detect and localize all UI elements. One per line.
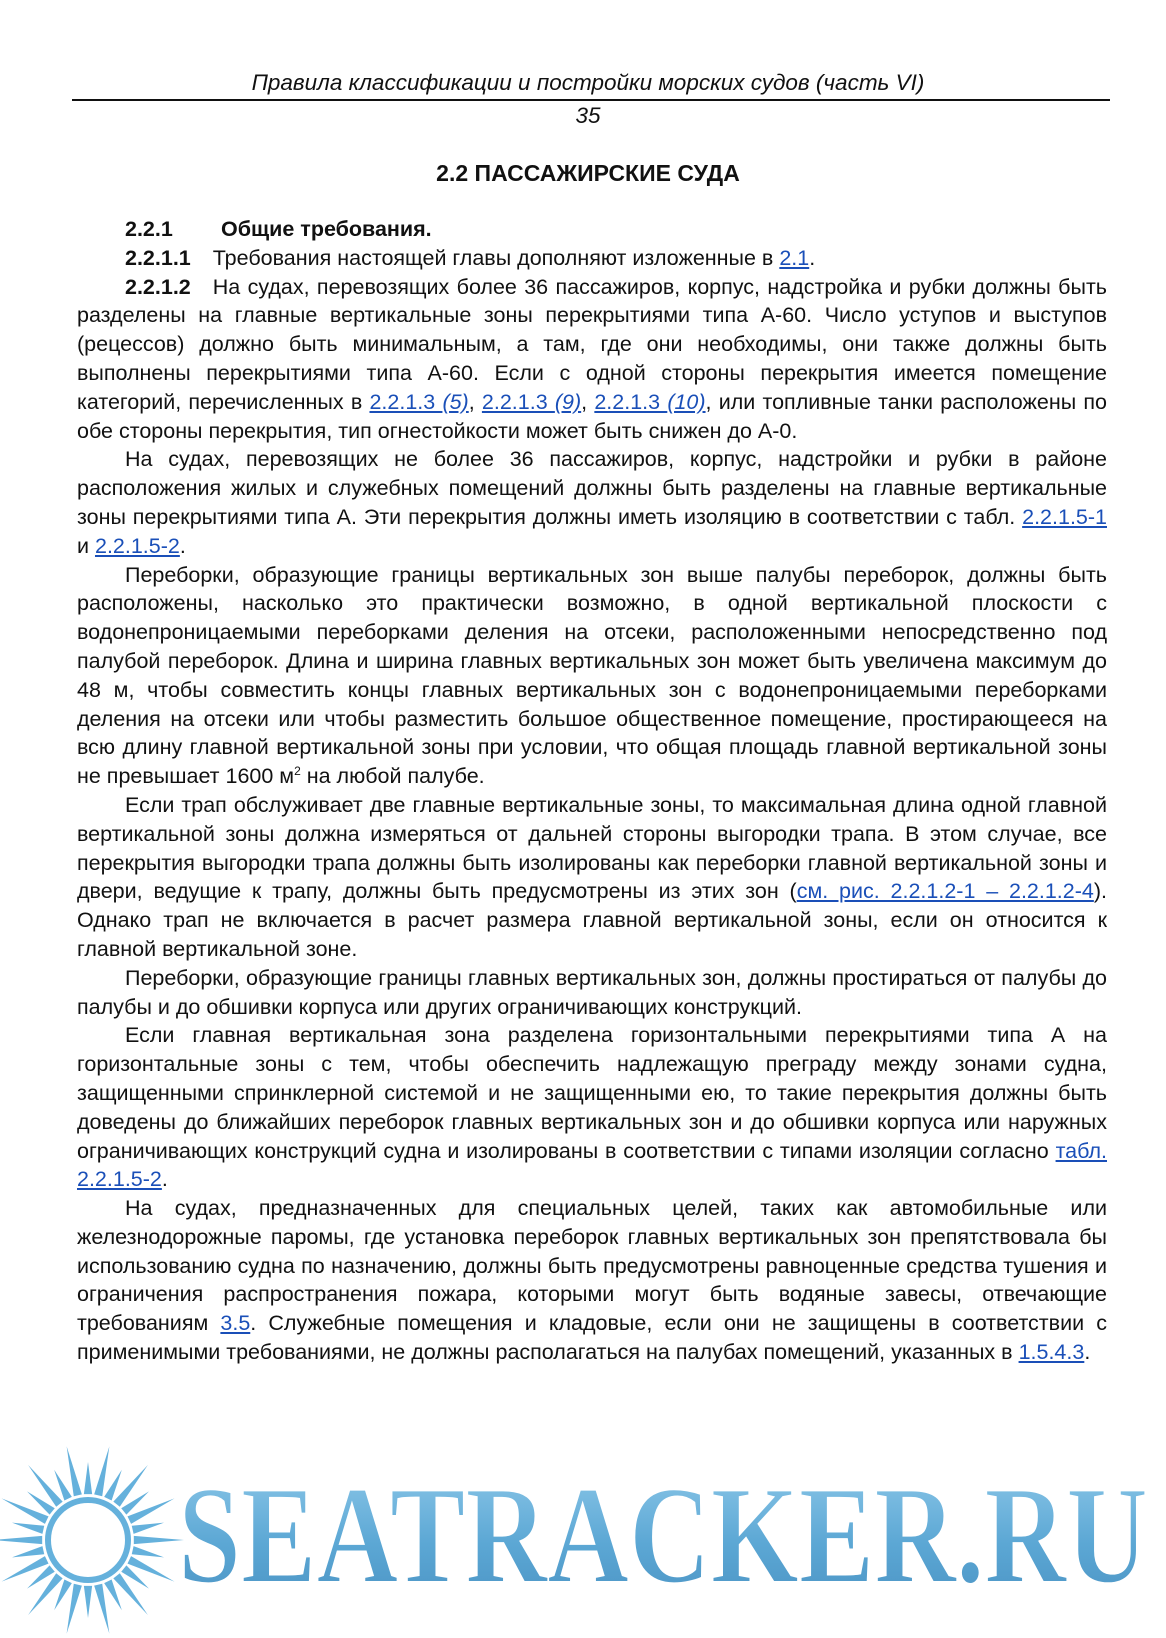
sun-ray [67, 1446, 82, 1496]
sun-ray [0, 1536, 42, 1544]
paragraph-text: Если трап обслуживает две главные вертикальные зоны, то максимальная длина одной главной вертикальной зоны должна измеряться от дальней стороны выгородки трапа. В этом случае, все перекрытия выгородки трапа должны быть изолированы как переборки главной вертикальной зоны и двери, ведущие к трапу, должны быть предусмотрены из этих зон ( [77, 792, 1107, 904]
link-2-2-1-3-9[interactable] [482, 390, 581, 414]
link-table-2-2-1-5-2[interactable]: 2.2.1.5-2 [94, 533, 180, 558]
paragraph-text: ). Однако трап не включается в расчет размера главной вертикальной зоны, если он относится к главной вертикальной зоне. [77, 879, 1107, 961]
paragraph-text: На судах, перевозящих более 36 пассажиров, корпус, надстройка и рубки должны быть разделены на главные вертикальные зоны перекрытиями типа А-60. Число уступов и выступов (рецессов) должно быть минимальным, а там, где они необходимы, они также должны быть выполнены перекрытиями типа А-60. Если с одной стороны перекрытия имеется помещение категорий, перечисленных в [77, 274, 1107, 414]
separator: , [468, 389, 482, 414]
link-2-2-1-3-5[interactable] [369, 390, 468, 414]
sun-ray [84, 1586, 92, 1618]
link-item: (9) [554, 389, 582, 414]
paragraph-text: На судах, перевозящих не более 36 пассажиров, корпус, надстройки и рубки в районе расположения жилых и служебных помещений должны быть разделены на главные вертикальные зоны перекрытиями типа А. Эти перекрытия должны иметь изоляцию в соответствии с табл. [77, 447, 1107, 529]
document-body [77, 215, 1107, 1367]
paragraph-text: Если главная вертикальная зона разделена горизонтальными перекрытиями типа А на горизонтальные зоны с тем, чтобы обеспечить надлежащую преграду между зонами судна, защищенными спринклерной системой и не защищенными ею, то такие перекрытия должны быть доведены до ближайших переборок главных вертикальных зон и до обшивки корпуса или наружных ограничивающих конструкций судна и изолированы в соответствии с типами изоляции согласно [77, 1023, 1107, 1163]
paragraph-text: Требования настоящей главы дополняют изложенные в [212, 245, 780, 270]
sun-ray [67, 1584, 82, 1634]
sun-ray [94, 1446, 109, 1496]
paragraph-number: 2.2.1.2 [125, 274, 191, 299]
sun-ray [132, 1546, 164, 1557]
superscript: 2 [294, 764, 301, 779]
paragraph-end: . [1084, 1340, 1091, 1365]
subsection-heading [77, 215, 1107, 244]
sun-ray [113, 1465, 148, 1507]
subsection-number: 2.2.1 [125, 217, 173, 241]
paragraph-text: . Служебные помещения и кладовые, если они не защищены в соответствии с применимыми требованиями, не должны располагаться на палубах помещений, указанных в [77, 1311, 1107, 1365]
link-table-2-2-1-5-1[interactable]: 2.2.1.5-1 [1022, 504, 1107, 529]
section-title: 2.2 ПАССАЖИРСКИЕ СУДА [436, 160, 740, 186]
sun-icon [0, 1446, 184, 1633]
link-1-5-4-3[interactable]: 1.5.4.3 [1018, 1340, 1085, 1365]
paragraph-text: Переборки, образующие границы вертикальных зон выше палубы переборок, должны быть расположены, насколько это практически возможно, в одной вертикальной плоскости с водонепроницаемыми переборками деления на отсеки, расположенными непосредственно под палубой переборок. Длина и ширина главных вертикальных зон может быть увеличена максимум до 48 м, чтобы совместить концы главных вертикальных зон с водонепроницаемыми переборками деления на отсеки или чтобы разместить большое общественное помещение, простирающееся на всю длину главной вертикальной зоны при условии, что общая площадь главной вертикальной зоны не превышает 1600 м [77, 562, 1107, 789]
sun-ray [132, 1523, 164, 1534]
link-text: 2.2.1.3 [369, 389, 443, 414]
paragraph-small-ships [77, 445, 1107, 560]
paragraph-2-2-1-1 [77, 244, 1107, 273]
sun-ray [84, 1462, 92, 1494]
paragraph-text: На судах, предназначенных для специальных целей, таких как автомобильные или железнодорожные паромы, где установка переборок главных вертикальных зон препятствовала бы использованию судна по назначению, должны быть предусмотрены равноценные средства тушения и ограничения распространения пожара, которыми могут быть водяные завесы, отвечающие требованиям [77, 1196, 1107, 1336]
sun-ray [12, 1523, 44, 1534]
header-divider [72, 99, 1110, 101]
paragraph-text: , или топливные танки расположены по обе стороны перекрытия, тип огнестойкости может быть снижен до А-0. [77, 389, 1107, 443]
paragraph-number: 2.2.1.1 [125, 245, 191, 270]
link-table-2-2-1-5-2[interactable]: табл. 2.2.1.5-2 [77, 1138, 1107, 1192]
paragraph-text: на любой палубе. [300, 764, 485, 789]
subsection-title: Общие требования. [221, 217, 432, 241]
page-number: 35 [575, 103, 601, 128]
paragraph-horizontal-zones [77, 1021, 1107, 1194]
link-3-5[interactable]: 3.5 [220, 1311, 251, 1336]
link-item: (10) [667, 389, 706, 414]
sun-ray [12, 1546, 44, 1557]
link-text: 2.2.1.3 [481, 389, 555, 414]
link-2-1[interactable]: 2.1 [779, 245, 810, 270]
link-text: 2.2.1.3 [594, 389, 668, 414]
seatracker-watermark [0, 1412, 1166, 1638]
running-header-title: Правила классификации и постройки морских судов (часть VI) [251, 70, 925, 95]
sun-ray [134, 1536, 184, 1544]
sun-ray [28, 1465, 63, 1507]
sun-ray [113, 1573, 148, 1615]
link-2-2-1-3-10[interactable] [594, 390, 705, 414]
paragraph-bulkheads [77, 561, 1107, 791]
conjunction: и [77, 533, 95, 558]
paragraph-bulkhead-extent: Переборки, образующие границы главных вертикальных зон, должны простираться от палубы до палубы и до обшивки корпуса или других ограничивающих конструкций. [77, 965, 1107, 1019]
sun-ray [94, 1584, 109, 1634]
watermark-text: SEATRACKER.RU [178, 1458, 1148, 1613]
sun-ray [28, 1573, 63, 1615]
link-item: (5) [442, 389, 469, 414]
paragraph-end: . [179, 533, 186, 558]
separator: , [581, 389, 595, 414]
link-figures-2-2-1-2[interactable]: см. рис. 2.2.1.2-1 – 2.2.1.2-4 [796, 879, 1094, 904]
paragraph-stairway [77, 791, 1107, 964]
paragraph-special-purpose [77, 1194, 1107, 1367]
paragraph-end: . [161, 1167, 168, 1192]
paragraph-end: . [809, 245, 816, 270]
paragraph-2-2-1-2 [77, 273, 1107, 446]
